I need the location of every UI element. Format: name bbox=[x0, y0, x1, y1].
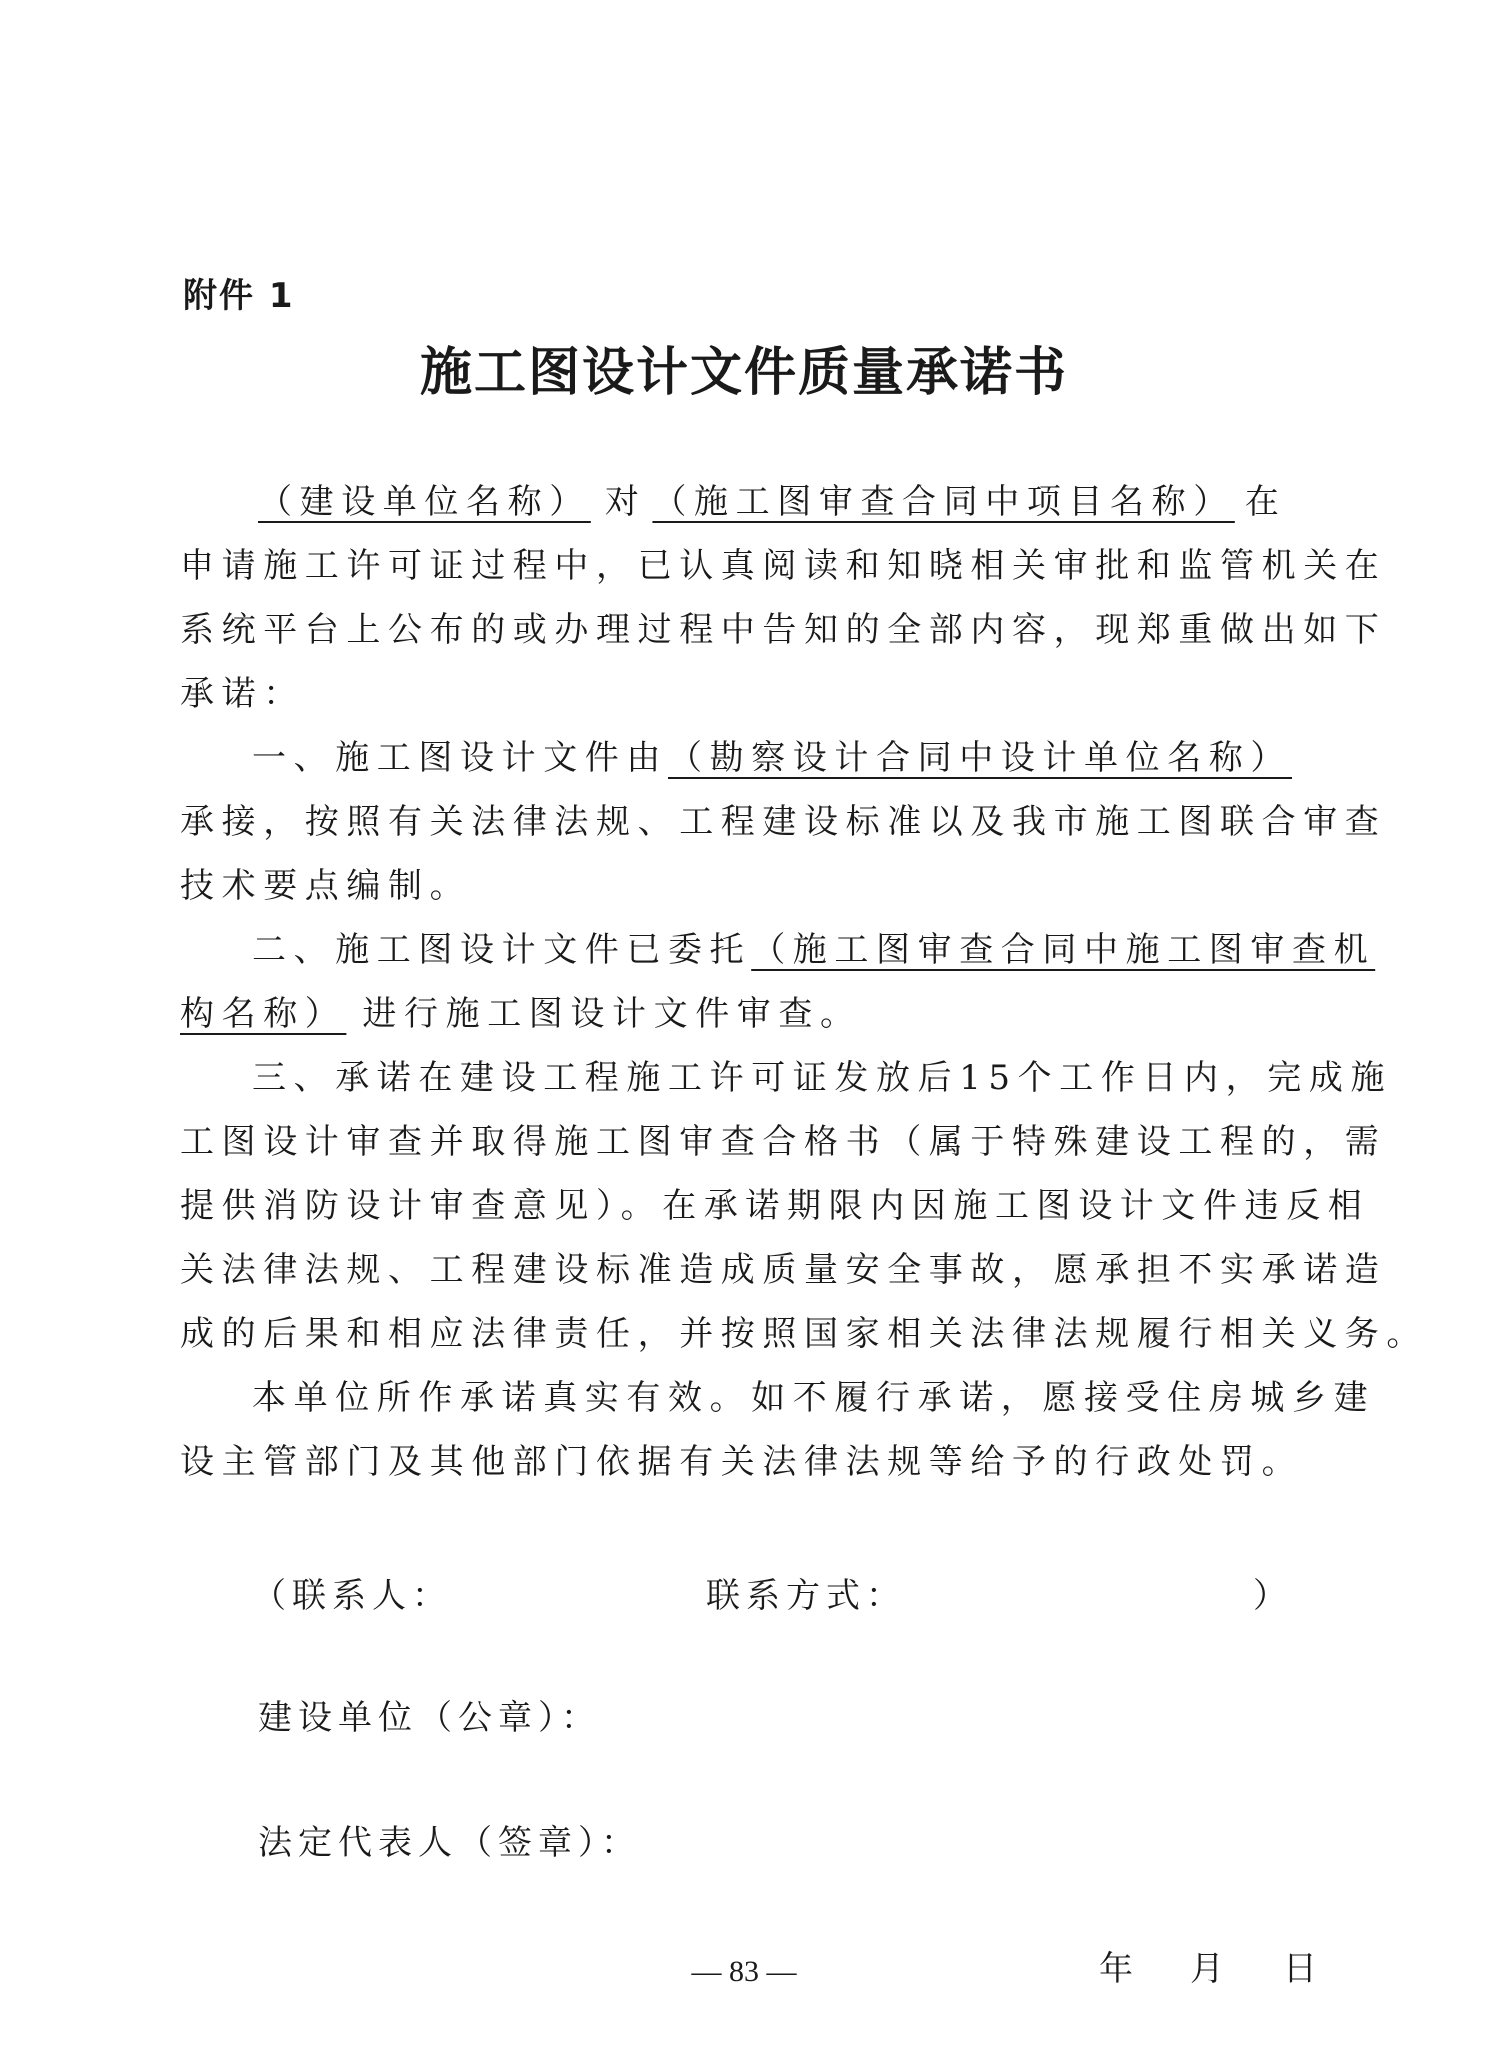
page-number: — 83 — bbox=[691, 1955, 797, 1988]
builder-seal-label: 建设单位（公章）： bbox=[258, 1698, 601, 1738]
contact-close-paren: ） bbox=[1253, 1576, 1293, 1616]
reviewer-name-placeholder-part2: 构名称） bbox=[180, 994, 347, 1034]
item2-line-1 bbox=[180, 922, 1376, 971]
item3-line-3: 提供消防设计审查意见）。在承诺期限内因施工图设计文件违反相 bbox=[180, 1186, 1370, 1226]
item3-line-1 bbox=[180, 1050, 1393, 1099]
intro-line-1-end: 在 bbox=[1244, 482, 1287, 522]
intro-line-4: 承诺： bbox=[180, 674, 305, 714]
intro-line-2: 申请施工许可证过程中，已认真阅读和知晓相关审批和监管机关在 bbox=[180, 546, 1387, 586]
item3-line-4: 关法律法规、工程建设标准造成质量安全事故，愿承担不实承诺造 bbox=[180, 1250, 1387, 1290]
legal-representative-label: 法定代表人（签章）： bbox=[258, 1823, 641, 1863]
project-name-placeholder: （施工图审查合同中项目名称） bbox=[652, 482, 1235, 522]
reviewer-name-placeholder-part1: （施工图审查合同中施工图审查机 bbox=[751, 930, 1376, 970]
date-month: 月 bbox=[1190, 1949, 1230, 1989]
intro-line-3: 系统平台上公布的或办理过程中告知的全部内容，现郑重做出如下 bbox=[180, 610, 1387, 650]
item3-line-1-text: 三、承诺在建设工程施工许可证发放后15个工作日内，完成施 bbox=[252, 1058, 1393, 1098]
attachment-label: 附件 1 bbox=[183, 276, 295, 316]
closing-line-1-text: 本单位所作承诺真实有效。如不履行承诺，愿接受住房城乡建 bbox=[252, 1378, 1376, 1418]
closing-line-1 bbox=[180, 1370, 1376, 1419]
item2-line-2 bbox=[180, 986, 1290, 1035]
item3-line-5: 成的后果和相应法律责任，并按照国家相关法律法规履行相关义务。 bbox=[180, 1314, 1428, 1354]
item1-line-2: 承接，按照有关法律法规、工程建设标准以及我市施工图联合审查 bbox=[180, 802, 1387, 842]
closing-line-2: 设主管部门及其他部门依据有关法律法规等给予的行政处罚。 bbox=[180, 1442, 1304, 1482]
date-year: 年 bbox=[1099, 1949, 1139, 1989]
designer-name-placeholder: （勘察设计合同中设计单位名称） bbox=[668, 738, 1292, 778]
intro-line-1 bbox=[180, 474, 1290, 523]
contact-person-label: （联系人： bbox=[252, 1576, 452, 1616]
contact-method-label: 联系方式： bbox=[706, 1576, 906, 1616]
item1-line-3: 技术要点编制。 bbox=[180, 866, 472, 906]
item2-prefix: 二、施工图设计文件已委托 bbox=[252, 930, 752, 970]
item3-line-2: 工图设计审查并取得施工图审查合格书（属于特殊建设工程的，需 bbox=[180, 1122, 1387, 1162]
item2-line-2-end: 进行施工图设计文件审查。 bbox=[362, 994, 862, 1034]
document-title: 施工图设计文件质量承诺书 bbox=[419, 343, 1068, 403]
intro-connector: 对 bbox=[604, 482, 647, 522]
date-day: 日 bbox=[1283, 1949, 1323, 1989]
item1-prefix: 一、施工图设计文件由 bbox=[252, 738, 668, 778]
item1-line-1 bbox=[180, 730, 1290, 779]
builder-name-placeholder: （建设单位名称） bbox=[258, 482, 591, 522]
